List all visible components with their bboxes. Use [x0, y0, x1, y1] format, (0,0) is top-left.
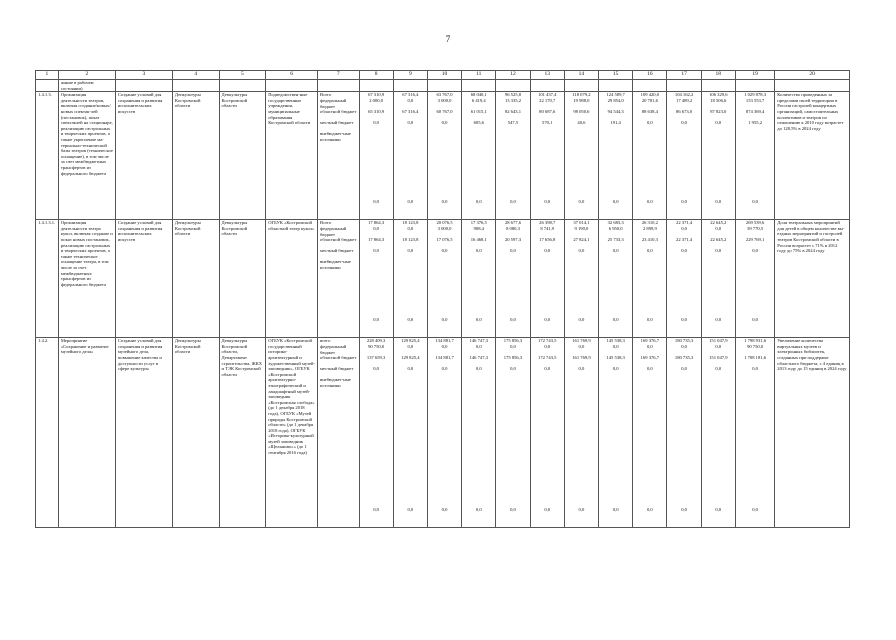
- amount: 17 489,2: [676, 98, 693, 104]
- cell-name: Мероприятие «Сохранение и развитие музейного дела»: [58, 338, 115, 528]
- amount: 0,0: [646, 344, 653, 350]
- column-number: 5: [219, 71, 266, 80]
- amount: 175 856,3: [503, 338, 523, 344]
- amount: 25 733,3: [607, 237, 624, 243]
- amount: 0,0: [544, 248, 551, 254]
- amount: 61 015,1: [470, 109, 487, 115]
- column-number: 4: [172, 71, 219, 80]
- amount: 0,0: [475, 248, 482, 254]
- amount: 0,0: [407, 98, 414, 104]
- amount: 129 825,4: [401, 338, 420, 344]
- amount: 17 076,5: [436, 237, 453, 243]
- column-number: 7: [318, 71, 359, 80]
- amount: 151 047,9: [709, 338, 728, 344]
- amount: 68 040,1: [470, 92, 487, 98]
- amount: 191,4: [610, 120, 621, 126]
- continuation-row: [36, 80, 850, 92]
- cell-result: Доля театральных мероприятий для детей в общем количестве вы-ездных мероприятий и гастролей театров Костромской области в России возрастет с 71% в 2012 году до 75% в 2024 году: [775, 220, 850, 338]
- amount: 146 747,3: [469, 355, 488, 361]
- amount: 0,0: [681, 120, 687, 126]
- program-table: [35, 70, 850, 528]
- amount: 2 000,0: [369, 98, 383, 104]
- amount: 169 376,7: [640, 338, 660, 344]
- amount: 0,0: [578, 317, 585, 323]
- cell-value: [633, 338, 667, 528]
- amount: 0,0: [373, 366, 379, 372]
- amount: 0,0: [752, 507, 758, 513]
- cell-value: [393, 92, 427, 220]
- source-label: местный бюджет: [320, 248, 354, 254]
- amount: 18 123,8: [402, 237, 419, 243]
- amount: 874 369,4: [745, 109, 765, 115]
- amount: 0,0: [475, 199, 482, 205]
- table-row: [36, 338, 850, 528]
- column-number: 11: [462, 71, 496, 80]
- amount: 40,6: [577, 120, 586, 126]
- amount: 27 824,1: [573, 237, 590, 243]
- page-number: 7: [445, 34, 451, 44]
- amount: 0,0: [373, 317, 379, 323]
- cell-sources: [318, 220, 359, 338]
- column-number: 6: [266, 71, 318, 80]
- amount: 13 335,2: [504, 98, 522, 104]
- cell-participants: Подведомствен-ные государственные учреждения, муниципальные образования Костромской области: [266, 92, 318, 220]
- column-number: 3: [115, 71, 172, 80]
- amount: 90 750,0: [368, 344, 385, 350]
- amount: 0,0: [578, 344, 585, 350]
- amount: 65 310,9: [368, 109, 385, 115]
- amount: 17 376,5: [470, 220, 487, 226]
- amount: 134 881,7: [435, 338, 454, 344]
- cell-value: [735, 338, 774, 528]
- source-label: местный бюджет: [320, 120, 354, 126]
- column-number: 9: [393, 71, 427, 80]
- amount: 22 645,2: [710, 237, 727, 243]
- amount: 0,0: [646, 317, 653, 323]
- amount: 29 854,0: [607, 98, 624, 104]
- amount: 0,0: [646, 199, 653, 205]
- amount: 0,0: [544, 199, 551, 205]
- amount: 0,0: [544, 317, 551, 323]
- amount: 0,0: [612, 507, 619, 513]
- amount: 0,0: [715, 507, 722, 513]
- cell-name: Организация деятельности театра кукол, включая создание и показ новых постановок, реализацию гастрольных и творческих проектов, а также техническое оснащение театра, в том числе за счет межбюджетных трансфертов из федерального бюджета: [58, 220, 115, 338]
- amount: 0,0: [715, 248, 722, 254]
- amount: 908,4: [473, 226, 484, 232]
- source-label: Всего: [320, 220, 332, 226]
- amount: 124 589,7: [606, 92, 625, 98]
- amount: 22 645,2: [710, 220, 727, 226]
- amount: 63 767,0: [436, 92, 453, 98]
- cell-value: [462, 92, 496, 220]
- amount: 0,0: [752, 248, 758, 254]
- amount: 0,0: [752, 317, 758, 323]
- cell-goal: Создание условий для сохранения и развития исполнительских искусств: [115, 92, 172, 220]
- amount: 18 123,8: [402, 220, 419, 226]
- amount: 0,0: [373, 507, 379, 513]
- cell-sources: [318, 338, 359, 528]
- amount: 605,6: [473, 120, 484, 126]
- amount: 0,0: [373, 226, 379, 232]
- cell-participants: ОГБУК «Костромской государственный историко-архитектурный и художественный музей-заповедник», ОГБУК «Костромской архитектурно-этнографический и ландшафтный музей-заповедник «Костромская слобода» (до 1 декабря 2018 года), ОГБУК «Музей природы Костромской области» (до 1 декабря 2018 года), ОГБУК «Историко-культурный музей заповедник «Щелыково»» (до 1 сентября 2016 года): [266, 338, 318, 528]
- amount: 0,0: [407, 248, 414, 254]
- amount: 0,0: [510, 199, 516, 205]
- cell-value: [633, 92, 667, 220]
- amount: 0,0: [646, 248, 653, 254]
- amount: 0,0: [510, 366, 516, 372]
- amount: 0,0: [681, 317, 687, 323]
- amount: 0,0: [578, 248, 585, 254]
- source-label: областной бюджет: [320, 237, 357, 243]
- amount: 169 376,7: [640, 355, 660, 361]
- cell-value: [667, 338, 701, 528]
- amount: 0,0: [612, 199, 619, 205]
- amount: 0,0: [681, 199, 687, 205]
- amount: 22 371,4: [676, 237, 693, 243]
- amount: 0,0: [373, 248, 379, 254]
- amount: 23 410,3: [641, 237, 658, 243]
- amount: 98 050,6: [573, 109, 590, 115]
- amount: 0,0: [510, 344, 516, 350]
- column-number: 10: [427, 71, 461, 80]
- column-number: 13: [530, 71, 564, 80]
- column-number: 16: [633, 71, 667, 80]
- amount: 0,0: [715, 226, 722, 232]
- amount: 134 881,7: [435, 355, 454, 361]
- amount: 9 190,0: [574, 226, 589, 232]
- amount: 145 538,3: [606, 338, 625, 344]
- amount: 94 544,3: [607, 109, 624, 115]
- amount: 175 856,3: [503, 355, 523, 361]
- amount: 0,0: [715, 366, 722, 372]
- cell-value: [701, 338, 735, 528]
- amount: 0,0: [578, 199, 585, 205]
- amount: 106 329,6: [709, 92, 728, 98]
- amount: 1 708 181,6: [744, 355, 767, 361]
- amount: 145 538,3: [606, 355, 625, 361]
- column-number: 20: [775, 71, 850, 80]
- cell-result: Увеличение количества виртуальных музеев и электронных библиотек, созданных при поддержке областного бюджета, с 4 единиц в 2013 году до 15 единиц в 2024 году: [775, 338, 850, 528]
- amount: 1 955,2: [748, 120, 762, 126]
- amount: 0,0: [475, 317, 482, 323]
- cell-value: [564, 338, 598, 528]
- amount: 0,0: [578, 366, 585, 372]
- column-number: 12: [496, 71, 530, 80]
- amount: 0,0: [441, 248, 448, 254]
- amount: 16 468,1: [470, 237, 487, 243]
- amount: 90 750,0: [747, 344, 764, 350]
- amount: 0,0: [373, 120, 379, 126]
- amount: 180 735,3: [674, 355, 694, 361]
- amount: 172 743,5: [538, 338, 557, 344]
- amount: 153 553,7: [745, 98, 765, 104]
- amount: 20 076,5: [436, 220, 453, 226]
- amount: 129 825,4: [401, 355, 420, 361]
- amount: 161 769,9: [572, 355, 591, 361]
- source-label: внебюджет-ные источники: [320, 259, 351, 270]
- amount: 0,0: [612, 366, 619, 372]
- cell-value: [530, 338, 564, 528]
- amount: 19 988,0: [573, 98, 590, 104]
- amount: 0,0: [681, 366, 687, 372]
- amount: 0,0: [578, 507, 585, 513]
- amount: 0,0: [441, 317, 448, 323]
- cell-value: [564, 220, 598, 338]
- amount: 0,0: [475, 507, 482, 513]
- cell-executor: Депкультуры Костромской области: [172, 92, 219, 220]
- amount: 88 638,4: [641, 109, 658, 115]
- amount: 0,0: [373, 199, 379, 205]
- amount: 0,0: [407, 366, 414, 372]
- amount: 0,0: [407, 507, 414, 513]
- source-label: федеральный бюджет: [320, 344, 347, 355]
- cell-goal: Создание условий для сохранения и развития музейного дела, повышение качества и доступности услуг в сфере культуры: [115, 338, 172, 528]
- amount: 0,0: [544, 507, 551, 513]
- amount: 146 747,3: [469, 338, 488, 344]
- amount: 32 683,3: [607, 220, 624, 226]
- source-label: федеральный бюджет: [320, 98, 347, 109]
- amount: 0,0: [612, 344, 619, 350]
- column-number: 17: [667, 71, 701, 80]
- amount: 0,0: [681, 344, 687, 350]
- cell-result: Количество проведенных за пределами своей территории в России гастролей концертных организаций, самостоятельных коллективов и театров по отношению к 2010 году возрастет до 128,5% в 2024 году: [775, 92, 850, 220]
- column-number: 19: [735, 71, 774, 80]
- amount: 22 170,7: [539, 98, 556, 104]
- source-label: внебюджет-ные источники: [320, 377, 351, 388]
- amount: 3 000,0: [437, 226, 452, 232]
- cell-value: [530, 220, 564, 338]
- cell-value: [599, 92, 633, 220]
- cell-coexecutor: Депкультуры Костромской области: [219, 92, 266, 220]
- cell-value: [701, 92, 735, 220]
- amount: 3 000,0: [437, 98, 452, 104]
- amount: 0,0: [752, 366, 758, 372]
- cell-value: [667, 92, 701, 220]
- amount: 0,0: [407, 226, 414, 232]
- source-label: федеральный бюджет: [320, 226, 347, 237]
- cell-value: [393, 220, 427, 338]
- amount: 0,0: [646, 507, 653, 513]
- amount: 0,0: [441, 344, 448, 350]
- cell-value: [496, 92, 530, 220]
- amount: 0,0: [715, 120, 722, 126]
- column-number: 1: [36, 71, 59, 80]
- amount: 0,0: [715, 317, 722, 323]
- cell-sources: [318, 92, 359, 220]
- cell-value: [393, 338, 427, 528]
- amount: 180 735,3: [674, 338, 694, 344]
- cell-value: [735, 220, 774, 338]
- amount: 60 767,0: [436, 109, 453, 115]
- amount: 0,0: [752, 199, 758, 205]
- column-number: 2: [58, 71, 115, 80]
- amount: 0,0: [646, 120, 653, 126]
- amount: 109 420,0: [640, 92, 660, 98]
- cell-value: [359, 338, 393, 528]
- cell-name: Организация деятельности театров, включая создание/новых/ новых спектак-лей (постановок), показ спектаклей на стационаре, реализацию гастрольных и творческих проектов, а также укрепление ма-териально-технической базы театров (техническое оснащение), в том числе за счет межбюджетных трансфертов из федерального бюджета: [58, 92, 115, 220]
- cell-coexecutor: Депкультуры Костромской области: [219, 220, 266, 338]
- amount: 0,0: [407, 344, 414, 350]
- amount: 547,5: [507, 120, 519, 126]
- amount: 0,0: [510, 317, 516, 323]
- cell-value: [599, 220, 633, 338]
- amount: 228 409,3: [366, 338, 386, 344]
- amount: 0,0: [715, 199, 722, 205]
- column-number: 14: [564, 71, 598, 80]
- amount: 0,0: [544, 366, 551, 372]
- amount: 161 769,9: [572, 338, 591, 344]
- amount: 101 437,4: [538, 92, 557, 98]
- cell-value: [564, 92, 598, 220]
- source-label: местный бюджет: [320, 366, 354, 372]
- source-label: Всего: [320, 92, 332, 98]
- column-number-row: [36, 71, 850, 80]
- cell-executor: Депкультуры Костромской области: [172, 220, 219, 338]
- cell-value: [462, 220, 496, 338]
- cell-value: [667, 220, 701, 338]
- amount: 20 597,3: [504, 237, 522, 243]
- amount: 0,0: [510, 248, 516, 254]
- cell-value: [427, 338, 461, 528]
- amount: 1 029 878,3: [744, 92, 767, 98]
- amount: 26 310,2: [641, 220, 658, 226]
- cell-value: [599, 338, 633, 528]
- amount: 67 310,9: [368, 92, 385, 98]
- cell-coexecutor: Депкультуры Костромской области, Департамент строительства, ЖКХ и ТЭК Костромской области: [219, 338, 266, 528]
- amount: 96 525,8: [504, 92, 522, 98]
- amount: 18 506,6: [710, 98, 727, 104]
- cell-code: 1.4.2.: [36, 338, 59, 528]
- amount: 0,0: [407, 120, 414, 126]
- amount: 87 823,0: [710, 109, 727, 115]
- amount: 0,0: [681, 226, 687, 232]
- continuation-text: жание в рабочем состоянии): [58, 80, 115, 92]
- amount: 0,0: [407, 199, 414, 205]
- column-number: 8: [359, 71, 393, 80]
- cell-value: [496, 220, 530, 338]
- cell-goal: Создание условий для сохранения и развития исполнительских искусств: [115, 220, 172, 338]
- cell-value: [633, 220, 667, 338]
- cell-value: [359, 92, 393, 220]
- amount: 17 656,8: [539, 237, 556, 243]
- amount: 0,0: [681, 248, 687, 254]
- table-row: [36, 220, 850, 338]
- amount: 151 047,9: [709, 355, 728, 361]
- source-label: областной бюджет: [320, 355, 357, 361]
- amount: 269 539,6: [745, 220, 765, 226]
- amount: 0,0: [612, 317, 619, 323]
- amount: 0,0: [544, 344, 551, 350]
- source-label: внебюджет-ные источники: [320, 131, 351, 142]
- cell-value: [359, 220, 393, 338]
- amount: 17 864,3: [368, 237, 385, 243]
- amount: 17 864,3: [368, 220, 385, 226]
- cell-value: [496, 338, 530, 528]
- column-number: 18: [701, 71, 735, 80]
- amount: 172 743,5: [538, 355, 557, 361]
- amount: 67 316,4: [402, 109, 419, 115]
- amount: 6 950,0: [608, 226, 623, 232]
- source-label: всего: [320, 338, 331, 344]
- amount: 80 687,6: [539, 109, 556, 115]
- cell-value: [427, 220, 461, 338]
- amount: 39 770,5: [747, 226, 764, 232]
- amount: 0,0: [475, 344, 482, 350]
- amount: 0,0: [441, 366, 448, 372]
- cell-code: 1.4.1.3.1.: [36, 220, 59, 338]
- amount: 0,0: [646, 366, 653, 372]
- source-label: областной бюджет: [320, 109, 357, 115]
- amount: 8 080,3: [506, 226, 520, 232]
- amount: 0,0: [441, 199, 448, 205]
- amount: 0,0: [441, 120, 448, 126]
- column-number: 15: [599, 71, 633, 80]
- amount: 6 419,4: [471, 98, 486, 104]
- cell-value: [462, 338, 496, 528]
- cell-value: [530, 92, 564, 220]
- amount: 229 769,1: [745, 237, 765, 243]
- amount: 1 798 931,6: [744, 338, 767, 344]
- cell-value: [735, 92, 774, 220]
- table-row: [36, 92, 850, 220]
- amount: 570,1: [542, 120, 553, 126]
- amount: 0,0: [407, 317, 414, 323]
- amount: 28 677,6: [504, 220, 522, 226]
- cell-participants: ОГБУК «Костромской областной театр кукол»: [266, 220, 318, 338]
- cell-value: [701, 220, 735, 338]
- amount: 82 643,1: [504, 109, 522, 115]
- amount: 137 659,3: [366, 355, 386, 361]
- amount: 8 741,9: [540, 226, 555, 232]
- amount: 0,0: [510, 507, 516, 513]
- amount: 67 316,4: [402, 92, 419, 98]
- amount: 86 673,0: [676, 109, 693, 115]
- amount: 20 781,6: [641, 98, 658, 104]
- amount: 0,0: [475, 366, 482, 372]
- amount: 0,0: [612, 248, 619, 254]
- amount: 0,0: [681, 507, 687, 513]
- cell-code: 1.4.1.3.: [36, 92, 59, 220]
- amount: 0,0: [441, 507, 448, 513]
- cell-executor: Депкультуры Костромской области: [172, 338, 219, 528]
- amount: 118 079,2: [572, 92, 591, 98]
- amount: 2 899,9: [642, 226, 657, 232]
- amount: 22 371,4: [676, 220, 693, 226]
- amount: 104 162,2: [674, 92, 694, 98]
- cell-value: [427, 92, 461, 220]
- amount: 26 398,7: [539, 220, 556, 226]
- amount: 0,0: [715, 344, 722, 350]
- amount: 37 014,1: [573, 220, 590, 226]
